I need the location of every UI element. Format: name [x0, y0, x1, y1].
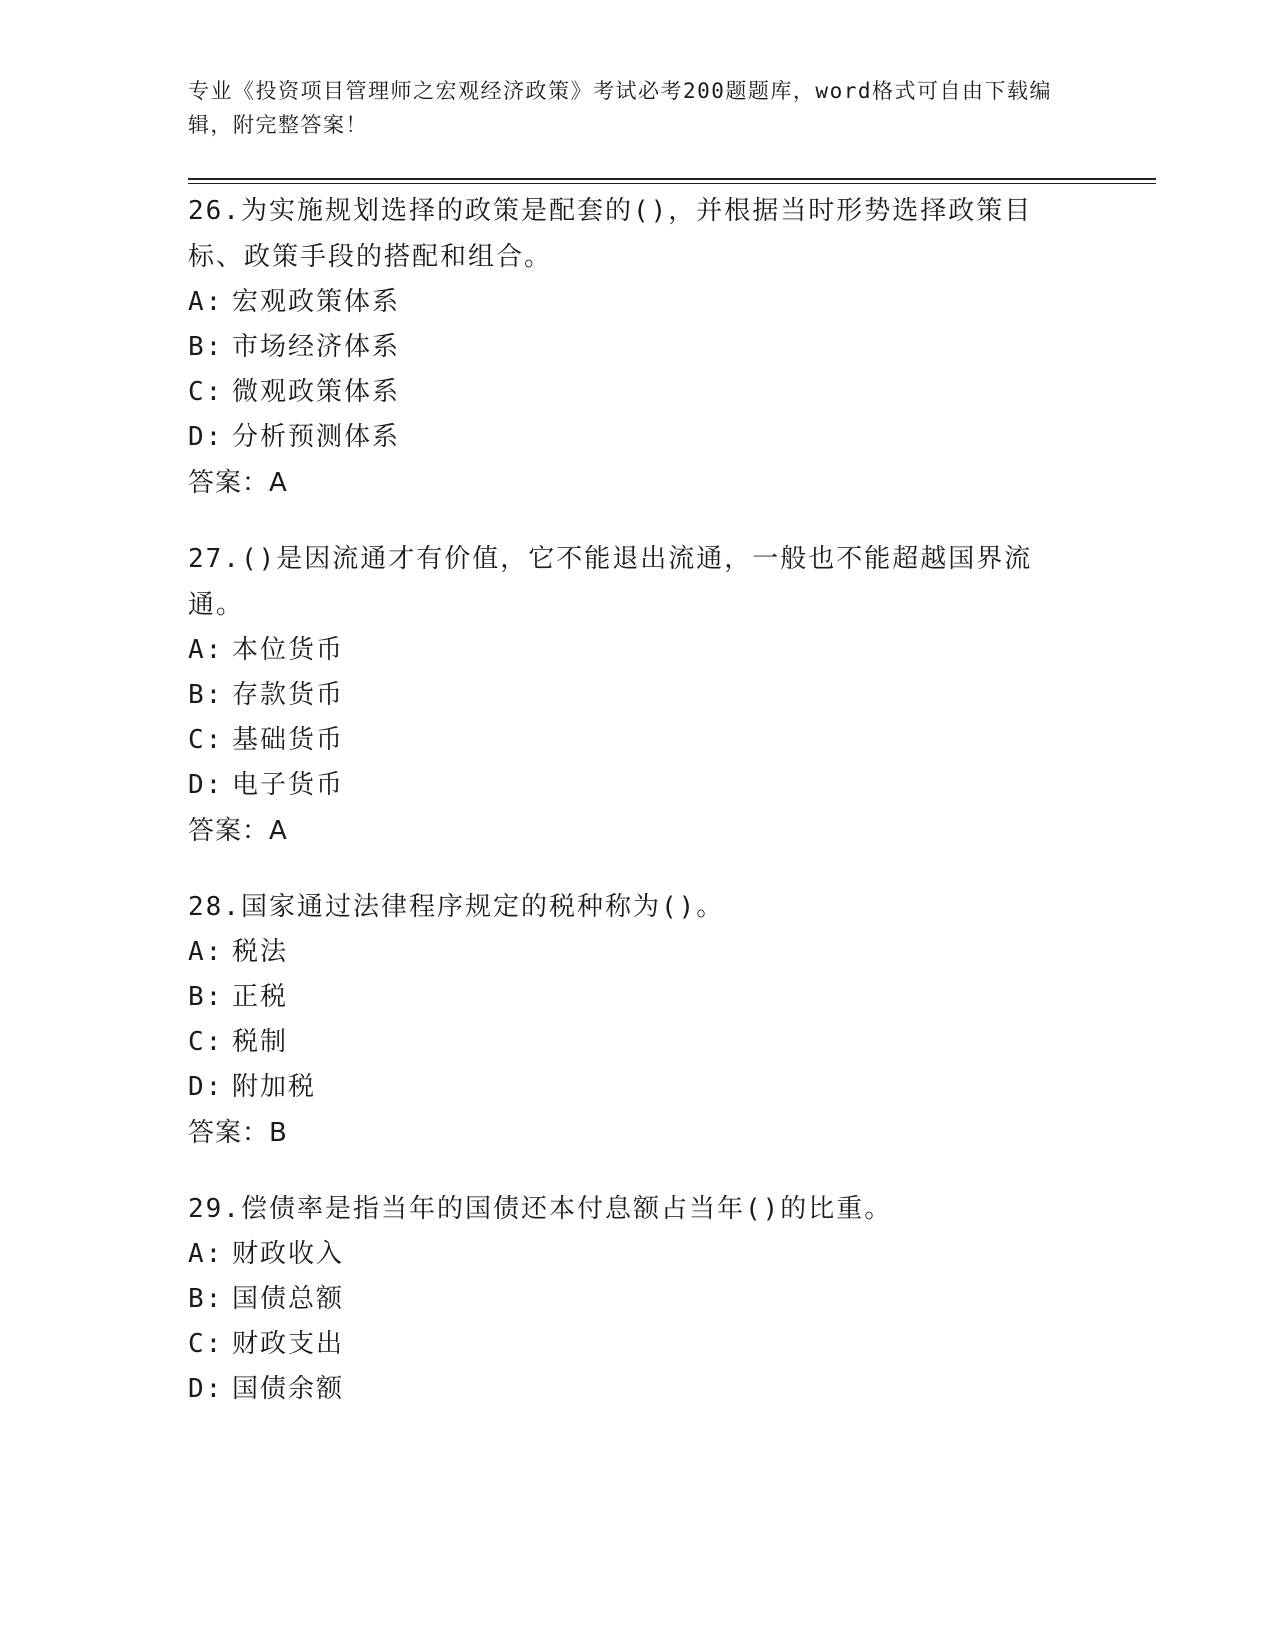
question-item	[188, 1186, 1088, 1412]
option-d	[188, 1367, 1088, 1412]
option-text: 税制	[232, 1027, 289, 1057]
question-stem: 29.偿债率是指当年的国债还本付息额占当年()的比重。	[188, 1194, 893, 1224]
option-key: D:	[188, 1072, 224, 1102]
option-key: A:	[188, 287, 224, 317]
option-b	[188, 673, 1088, 718]
option-c	[188, 1020, 1088, 1065]
option-a	[188, 628, 1088, 673]
option-key: A:	[188, 937, 224, 967]
option-b	[188, 1277, 1088, 1322]
question-stem: 26.为实施规划选择的政策是配套的()，并根据当时形势选择政策目标、政策手段的搭配和组合。	[188, 196, 1033, 272]
option-d	[188, 415, 1088, 460]
option-text: 国债余额	[232, 1374, 345, 1404]
option-a	[188, 1232, 1088, 1277]
option-text: 电子货币	[232, 770, 345, 800]
option-key: B:	[188, 982, 224, 1012]
option-b	[188, 325, 1088, 370]
option-key: C:	[188, 377, 224, 407]
option-b	[188, 975, 1088, 1020]
option-text: 市场经济体系	[232, 332, 401, 362]
question-stem: 28.国家通过法律程序规定的税种称为()。	[188, 892, 725, 922]
option-key: B:	[188, 1284, 224, 1314]
option-key: C:	[188, 725, 224, 755]
option-text: 分析预测体系	[232, 422, 401, 452]
option-text: 正税	[232, 982, 289, 1012]
document-header: 专业《投资项目管理师之宏观经济政策》考试必考200题题库，word格式可自由下载编辑，附完整答案！	[188, 79, 1052, 137]
option-key: D:	[188, 422, 224, 452]
option-key: D:	[188, 1374, 224, 1404]
option-text: 附加税	[232, 1072, 317, 1102]
option-key: C:	[188, 1027, 224, 1057]
option-text: 财政支出	[232, 1329, 345, 1359]
option-text: 本位货币	[232, 635, 345, 665]
option-c	[188, 718, 1088, 763]
question-item	[188, 536, 1088, 854]
option-text: 存款货币	[232, 680, 345, 710]
option-d	[188, 1065, 1088, 1110]
header-divider	[188, 178, 1156, 180]
answer-line: 答案：A	[188, 468, 288, 498]
answer-line: 答案：A	[188, 816, 288, 846]
answer-line: 答案：B	[188, 1118, 288, 1148]
question-stem: 27.()是因流通才有价值，它不能退出流通，一般也不能超越国界流通。	[188, 544, 1033, 620]
option-text: 基础货币	[232, 725, 345, 755]
header-divider-secondary	[188, 183, 1156, 184]
option-key: D:	[188, 770, 224, 800]
option-a	[188, 930, 1088, 975]
option-a	[188, 280, 1088, 325]
option-key: A:	[188, 635, 224, 665]
option-key: B:	[188, 680, 224, 710]
option-text: 微观政策体系	[232, 377, 401, 407]
option-text: 财政收入	[232, 1239, 345, 1269]
option-key: A:	[188, 1239, 224, 1269]
option-key: C:	[188, 1329, 224, 1359]
option-c	[188, 370, 1088, 415]
option-d	[188, 763, 1088, 808]
option-text: 税法	[232, 937, 289, 967]
option-text: 宏观政策体系	[232, 287, 401, 317]
option-text: 国债总额	[232, 1284, 345, 1314]
question-item	[188, 884, 1088, 1156]
question-item	[188, 188, 1088, 506]
option-key: B:	[188, 332, 224, 362]
option-c	[188, 1322, 1088, 1367]
question-list	[188, 188, 1088, 1442]
